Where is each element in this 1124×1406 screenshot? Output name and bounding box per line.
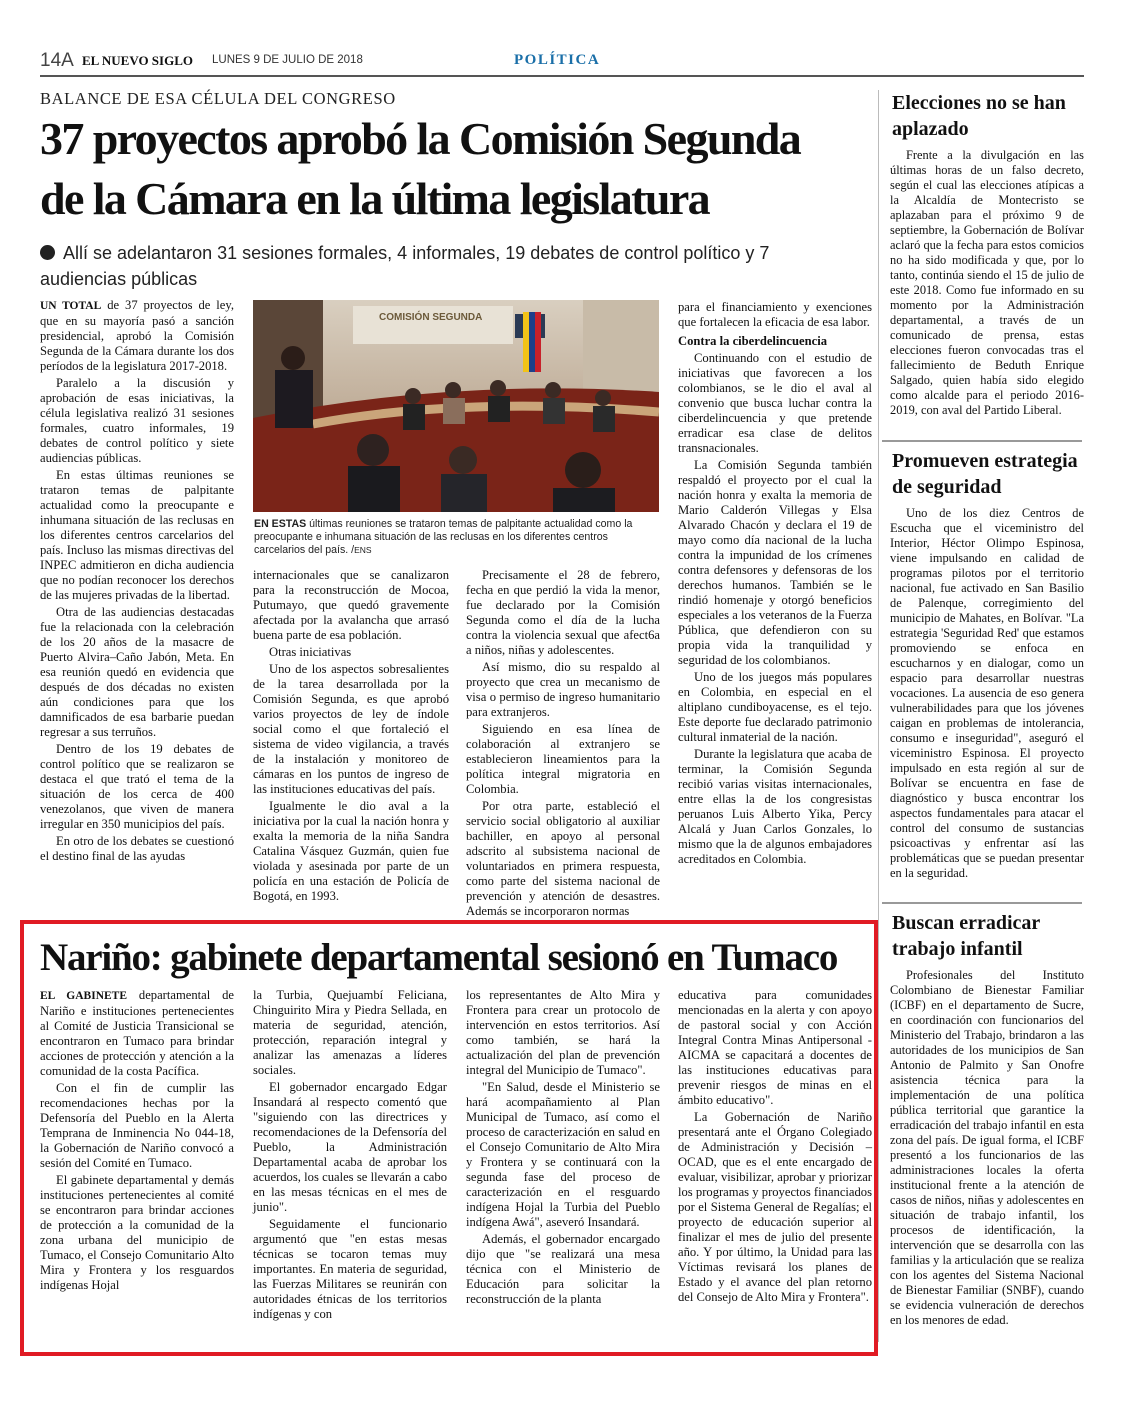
sidebar-paragraph: Uno de los diez Centros de Escucha que el viceministro del Interior, Héctor Olimpo Espinosa, viene impulsando en calidad de programas pilotos por el territorio nacional, fue activado en San Basilio de Palenque, corregimiento del municipio de Mahates, en Bolívar. "La estrategia 'Seguridad Red' que estamos promoviendo se enfoca en escucharnos y en dialogar, como un espacio para desarrollar nuestras vocaciones. La ausencia de eso genera vulnerabilidades para que los jóvenes caigan en problemas de intolerancia, consumo e inseguridad", aseguró el viceministro Espinosa. El proyecto impulsado en esta región al sur de Bolívar se encuentra en fase de diagnóstico y busca encontrar los aspectos fundamentales para atacar el control del consumo de sustancias psicoactivas y enfrentar así las problemáticas que se puedan presentar en la seguridad. xyxy=(890,506,1084,880)
article-paragraph: Además, el gobernador encargado dijo que "se realizará una mesa técnica con el Ministerio de Educación para solicitar la reconstrucción de la planta xyxy=(466,1232,660,1306)
article-paragraph: El gabinete departamental y demás instituciones pertenecientes al comité se encontraron para brindar acciones de protección a la comunidad de la zona urbana del municipio de Tumaco, el Consejo Comunitario Alto Mira y Frontera y los resguardos indígenas Hojal xyxy=(40,1173,234,1292)
sidebar-paragraph: Frente a la divulgación en las últimas horas de un falso decreto, según el cual las elecciones atípicas a la Alcaldía de Montecristo se aplazaban para el próximo 9 de septiembre, la Gobernación de Bolívar aclaró que la fecha para estos comicios no ha sido modificada y que, por lo tanto, continúa siendo el 15 de julio de este 2018. Como fue informado en su momento por la Administración departamental, a través de un comunicado de prensa, estas elecciones fueron convocadas tras el fallecimiento de Beduth Enrique Salgado, quien había sido elegido como alcalde para el periodo 2016-2019, con aval del Partido Liberal. xyxy=(890,148,1084,417)
article-paragraph: Así mismo, dio su respaldo al proyecto que crea un mecanismo de visa o permiso de ingreso humanitario para extranjeros. xyxy=(466,660,660,719)
article-photo xyxy=(253,300,659,512)
sidebar-text-trabajo-infantil xyxy=(890,968,1084,1328)
article-paragraph xyxy=(40,298,234,374)
narino-column-3 xyxy=(466,988,660,1309)
article-paragraph: Seguidamente el funcionario argumentó que "en estas mesas técnicas se tocaron temas muy importantes. En materia de seguridad, las Fuerzas Militares se reunirán con autoridades étnicas de los territorios indígenas y con xyxy=(253,1217,447,1321)
article-paragraph: La Gobernación de Nariño presentará ante el Órgano Colegiado de Administración y Decisión – OCAD, que es el ente encargado de evaluar, visibilizar, aprobar y priorizar los programas y proyectos financiados por el Sistema General de Regalías; el proyecto de educación superior al finalizar el mes de julio del presente año. Y por último, la Unidad para las Víctimas revisará los planes de Estado y el avance del plan retorno del Consejo de Alto Mira y Frontera". xyxy=(678,1110,872,1304)
masthead: EL NUEVO SIGLO xyxy=(82,53,193,68)
issue-date: LUNES 9 DE JULIO DE 2018 xyxy=(212,54,363,66)
lead-in: UN TOTAL xyxy=(40,300,102,312)
committee-session-photo xyxy=(253,300,659,512)
article-paragraph: educativa para comunidades mencionadas en la alerta y con apoyo de pastoral social y con Acción Integral Contra Minas Antipersonal -AICMA se capacitará a docentes de las instituciones educativas para prevenir riesgos de minas en el ámbito educativo". xyxy=(678,988,872,1107)
article-paragraph: para el financiamiento y exenciones que fortalecen la eficacia de esa labor. xyxy=(678,300,872,329)
sidebar-text-seguridad xyxy=(890,506,1084,881)
header-rule xyxy=(40,75,1084,77)
article-headline-line-1: 37 proyectos aprobó la Comisión Segunda xyxy=(40,113,801,164)
sidebar-text-elecciones xyxy=(890,148,1084,418)
article-paragraph: la Turbia, Quejuambí Feliciana, Chinguirito Mira y Piedra Sellada, en materia de seguridad, atención, protección, reparación integral y analizar las amenazas a líderes sociales. xyxy=(253,988,447,1077)
sidebar-rule xyxy=(882,902,1082,904)
article-paragraph: La Comisión Segunda también respaldó el proyecto por el cual la nación honra y exalta la memoria de Mario Calderón Villegas y Elsa Alvarado Chacón y declara el 19 de mayo como día nacional de la lucha contra la impunidad de los crímenes contra defensores y defensoras de los derechos humanos. También se le rindió homenaje y otorgó beneficios especiales a los veteranos de la Fuerza Pública, que defendieron con su propia vida la tranquilidad y seguridad de los colombianos. xyxy=(678,458,872,667)
narino-column-2 xyxy=(253,988,447,1324)
narino-column-4 xyxy=(678,988,872,1307)
photo-caption xyxy=(254,518,660,557)
summary-bullet-icon xyxy=(40,245,55,260)
article-summary xyxy=(40,240,840,292)
article-kicker: BALANCE DE ESA CÉLULA DEL CONGRESO xyxy=(40,89,396,108)
article-paragraph: Dentro de los 19 debates de control político que se realizaron se destaca el que trató el tema de la situación de los cerca de 400 venezolanos, que viven de manera irregular en 350 municipios del país. xyxy=(40,742,234,831)
article-headline-line-2: de la Cámara en la última legislatura xyxy=(40,173,710,224)
article-paragraph: "En Salud, desde el Ministerio se hará acompañamiento al Plan Municipal de Tumaco, así como el proceso de caracterización en salud en el Consejo Comunitario de Alto Mira y Frontera y se continuará con la segunda fase del proceso de caracterización en el resguardo indígena Hojal la Turbia del Pueblo indígena Awá", aseveró Insandará. xyxy=(466,1080,660,1229)
article-paragraph: Igualmente le dio aval a la iniciativa por la cual la nación honra y exalta la memoria de la niña Sandra Catalina Vásquez Guzmán, quien fue violada y asesinada por parte de un policía en una estación de Policía de Bogotá, en 1993. xyxy=(253,799,449,903)
article-column-4 xyxy=(678,300,872,869)
article-paragraph xyxy=(40,988,234,1079)
lead-in: EL GABINETE xyxy=(40,990,128,1002)
section-label: POLÍTICA xyxy=(514,52,601,68)
article-paragraph: Por otra parte, estableció el servicio social obligatorio al auxiliar bachiller, en apoyo al personal adscrito al subsistema nacional de voluntariados en primera respuesta, como parte del sistema nacional de prevención y atención de desastres. Además se incorporaron normas xyxy=(466,799,660,918)
article-paragraph: Uno de los aspectos sobresalientes de la tarea desarrollada por la Comisión Segunda, es que aprobó varios proyectos de ley de índole social como el que fortaleció el sistema de video vigilancia, a través de la instalación y monitoreo de cámaras en los puntos de ingreso de las instituciones educativas del país. xyxy=(253,662,449,796)
article-subheading: Contra la ciberdelincuencia xyxy=(678,334,828,348)
sidebar-divider xyxy=(878,90,879,1342)
sidebar-rule xyxy=(882,440,1082,442)
article-paragraph: Uno de los juegos más populares en Colombia, en especial en el altiplano cundiboyacense, es el tejo. Este deporte fue declarado patrimonio cultural inmaterial de la nación. xyxy=(678,670,872,744)
summary-text: Allí se adelantaron 31 sesiones formales, 4 informales, 19 debates de control político y 7 audiencias públicas xyxy=(40,243,770,289)
article-paragraph: Precisamente el 28 de febrero, fecha en que perdió la vida la menor, fue declarado por la Comisión Segunda como el día de la lucha contra la violencia sexual que afect6a a niños, niñas y adolescentes. xyxy=(466,568,660,657)
article-column-3 xyxy=(466,568,660,921)
article-paragraph: Otra de las audiencias destacadas fue la relacionada con la celebración de los 20 años de la masacre de Puerto Alvira–Caño Jabón, Meta. En esa reunión quedó en evidencia que después de dos décadas no existen aún condiciones para que los damnificados de esa barbarie puedan regresar a sus terruños. xyxy=(40,605,234,739)
article-paragraph: Durante la legislatura que acaba de terminar, la Comisión Segunda recibió varias visitas internacionales, entre ellas la de los congresistas peruanos Luis Alberto Yika, Percy Alcalá y Juan Carlos Gonzales, lo mismo que la de algunos embajadores acreditados en Colombia. xyxy=(678,747,872,866)
article-paragraph: En estas últimas reuniones se trataron temas de palpitante actualidad como la preocupante e inhumana situación de las reclusas en los diferentes centros carcelarios del país. Incluso las mismas directivas del INPEC admitieron en dicha audiencia que no podían reconocer los derechos de las mujeres privadas de la libertad. xyxy=(40,468,234,602)
photo-sign: COMISIÓN SEGUNDA xyxy=(379,312,483,323)
paragraph-text: departamental de Nariño e instituciones pertenecientes al Comité de Justicia Transicional se encontraron en Tumaco para brindar acciones de protección y atención a la comunidad de la costa Pacífica. xyxy=(40,988,234,1078)
caption-text: últimas reuniones se trataron temas de palpitante actualidad como la preocupante e inhumana situación de las reclusas en los diferentes centros carcelarios del país. / xyxy=(254,518,633,556)
article-paragraph: Siguiendo en esa línea de colaboración al extranjero se establecieron lineamientos para la política integral migratoria en Colombia. xyxy=(466,722,660,796)
sidebar-title-elecciones: Elecciones no se han aplazado xyxy=(892,92,1066,140)
article-column-1 xyxy=(40,298,234,866)
page-header xyxy=(40,48,1084,74)
article-paragraph: Con el fin de cumplir las recomendaciones hechas por la Defensoría del Pueblo en la Alerta Temprana de Inminencia No 044-18, la Gobernación de Nariño convocó a sesión del Comité en Tumaco. xyxy=(40,1081,234,1170)
article-paragraph: En otro de los debates se cuestionó el destino final de las ayudas xyxy=(40,834,234,863)
article-paragraph: los representantes de Alto Mira y Frontera para crear un protocolo de intervención en estos territorios. Así como también, se hará la actualización del plan de prevención integral del Municipio de Tumaco". xyxy=(466,988,660,1077)
sidebar-title-seguridad: Promueven estrategia de seguridad xyxy=(892,450,1078,498)
page-number: 14A xyxy=(40,50,74,71)
narino-column-1 xyxy=(40,988,234,1295)
article-paragraph: internacionales que se canalizaron para la reconstrucción de Mocoa, Putumayo, que quedó gravemente afectada por la avalancha que arrasó buena parte de esa población. xyxy=(253,568,449,642)
caption-lead: EN ESTAS xyxy=(254,518,307,530)
article-paragraph: Paralelo a la discusión y aprobación de esas iniciativas, la célula legislativa realizó 31 sesiones formales, cuatro informales, 19 debates de control político y siete audiencias públicas. xyxy=(40,376,234,465)
sidebar-paragraph: Profesionales del Instituto Colombiano de Bienestar Familiar (ICBF) en el departamento de Sucre, en coordinación con funcionarios del Ministerio del Trabajo, brindaron a las autoridades de los municipios de San Antonio de Palmito y San Onofre asistencia técnica para la implementación de una política pública territorial que garantice la erradicación del trabajo infantil en esta zona del país. De igual forma, el ICBF presentó a los funcionarios de las administraciones locales la oferta institucional frente a la atención de casos de niños, niñas y adolescentes en situación de trabajo infantil, los procesos de identificación, la intervención que se desarrolla con las familias y la articulación que se realiza con los agentes del Sistema Nacional de Bienestar Familiar (SNBF), cuando se evidencia vulneración de derechos en los menores de edad. xyxy=(890,968,1084,1327)
article-paragraph: Continuando con el estudio de iniciativas que favorecen a los colombianos, se le dio el aval al convenio que busca luchar contra la ciberdelincuencia y que pretende erradicar esa clase de delitos transnacionales. xyxy=(678,351,872,455)
paragraph-text: de 37 proyectos de ley, que en su mayoría pasó a sanción presidencial, aprobó la Comisión Segunda de la Cámara durante los dos períodos de la legislatura 2017-2018. xyxy=(40,298,234,373)
narino-headline: Nariño: gabinete departamental sesionó en Tumaco xyxy=(40,936,838,979)
article-paragraph: El gobernador encargado Edgar Insandará al respecto comentó que "siguiendo con las directrices y recomendaciones de la Defensoría del Pueblo, la Administración Departamental acaba de aprobar los acuerdos, los cuales se llevarán a cabo en las mesas técnicas en el mes de junio". xyxy=(253,1080,447,1214)
article-column-2 xyxy=(253,568,449,906)
article-paragraph: Otras iniciativas xyxy=(269,645,352,659)
sidebar-title-trabajo-infantil: Buscan erradicar trabajo infantil xyxy=(892,912,1040,960)
photo-credit: ENS xyxy=(354,545,372,555)
